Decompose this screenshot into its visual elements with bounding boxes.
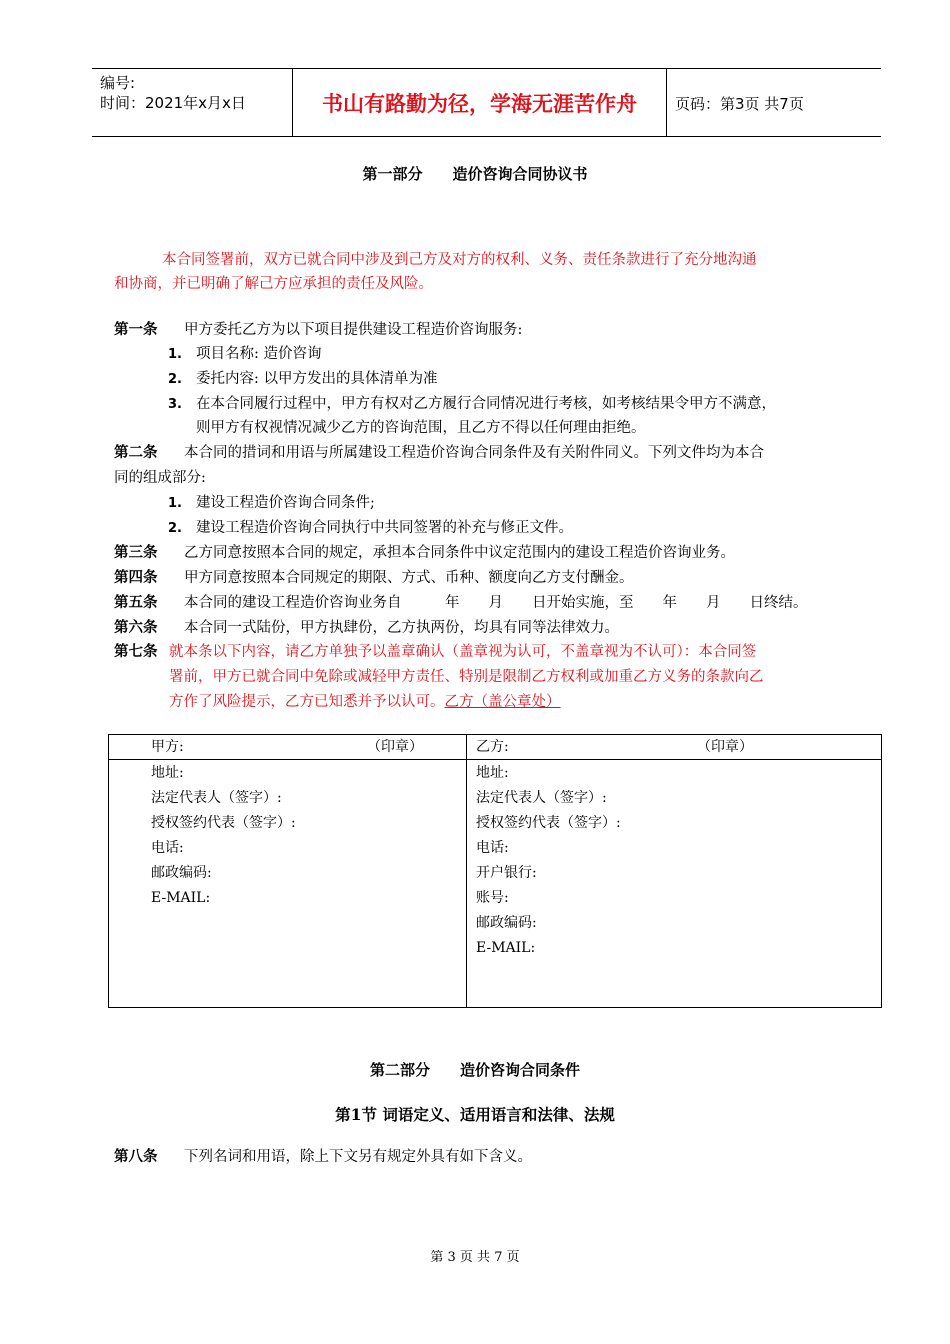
article-label: 第四条 [114, 569, 158, 586]
article-5 [114, 591, 808, 615]
item-text: 在本合同履行过程中，甲方有权对乙方履行合同情况进行考核，如考核结果令甲方不满意， [196, 396, 776, 412]
notice-line-2: 和协商，并已明确了解己方应承担的责任及风险。 [114, 276, 433, 292]
item-number: 1. [168, 496, 182, 511]
field-label: 法定代表人（签字）: [476, 790, 607, 806]
party-a-seal: （印章） [367, 739, 423, 755]
article-text: 本合同一式陆份，甲方执肆份，乙方执两份，均具有同等法律效力。 [184, 620, 619, 636]
article-text: 就本条以下内容，请乙方单独予以盖章确认（盖章视为认可，不盖章视为不认可）：本合同签 [169, 644, 757, 660]
article-label: 第七条 [114, 643, 158, 660]
article-6 [114, 616, 619, 640]
list-item-continuation: 则甲方有权视情况减少乙方的咨询范围，且乙方不得以任何理由拒绝。 [196, 420, 646, 436]
article-4 [114, 566, 634, 590]
field-label: E-MAIL: [151, 890, 211, 906]
parties-table [108, 734, 882, 1008]
article-3 [114, 541, 735, 565]
article-1 [114, 318, 522, 342]
part2-part: 第二部分 [369, 1061, 430, 1079]
time-label: 时间：2021年x月x日 [100, 94, 246, 112]
item-number: 3. [168, 397, 182, 412]
field-label: E-MAIL: [476, 940, 536, 956]
article-text: 甲方委托乙方为以下项目提供建设工程造价咨询服务: [184, 322, 523, 338]
section-title: 第1节 词语定义、适用语言和法律、法规 [335, 1105, 615, 1124]
item-text: 建设工程造价咨询合同执行中共同签署的补充与修正文件。 [196, 520, 573, 536]
number-label: 编号: [100, 74, 136, 92]
article-label: 第六条 [114, 619, 158, 636]
table-divider [466, 735, 467, 1007]
list-item [168, 516, 573, 541]
field-label: 电话: [151, 840, 184, 856]
page-footer: 第 3 页 共 7 页 [430, 1250, 520, 1265]
item-number: 2. [168, 521, 182, 536]
header-meta [100, 73, 246, 113]
item-text: 项目名称: 造价咨询 [196, 346, 322, 362]
part1-title [0, 163, 950, 184]
field-label: 账号: [476, 890, 509, 906]
article-text: 乙方同意按照本合同的规定，承担本合同条件中议定范围内的建设工程造价咨询业务。 [184, 545, 735, 561]
article-text: 本合同的建设工程造价咨询业务自 年 月 日开始实施，至 年 月 日终结。 [184, 595, 808, 611]
article-7-line-3 [169, 690, 561, 714]
page-label: 页码：第3页 共7页 [675, 95, 804, 113]
list-item [168, 392, 776, 417]
field-label: 授权签约代表（签字）: [151, 815, 296, 831]
article-label: 第二条 [114, 444, 158, 461]
field-label: 邮政编码: [476, 915, 537, 931]
article-label: 第八条 [114, 1148, 158, 1165]
part1-heading: 造价咨询合同协议书 [452, 165, 588, 183]
party-b-seal: （印章） [697, 739, 753, 755]
article-text: 本合同的措词和用语与所属建设工程造价咨询合同条件及有关附件同义。下列文件均为本合 [184, 445, 764, 461]
article-label: 第五条 [114, 594, 158, 611]
article-text: 甲方同意按照本合同规定的期限、方式、币种、额度向乙方支付酬金。 [184, 570, 634, 586]
part1-part: 第一部分 [362, 165, 423, 183]
party-a-name: 甲方: [151, 739, 184, 755]
part2-heading: 造价咨询合同条件 [460, 1061, 581, 1079]
article-8 [114, 1145, 532, 1169]
article-label: 第三条 [114, 544, 158, 561]
field-label: 邮政编码: [151, 865, 212, 881]
seal-placeholder: 乙方（盖公章处） [444, 694, 561, 710]
list-item [168, 491, 375, 516]
article-label: 第一条 [114, 321, 158, 338]
field-label: 法定代表人（签字）: [151, 790, 282, 806]
field-label: 地址: [476, 765, 509, 781]
part2-title [0, 1059, 950, 1080]
article-7-text: 方作了风险提示，乙方已知悉并予以认可。 [169, 694, 445, 710]
article-text: 下列名词和用语，除上下文另有规定外具有如下含义。 [184, 1149, 532, 1165]
item-number: 2. [168, 372, 182, 387]
list-item [168, 367, 438, 392]
item-text: 委托内容: 以甲方发出的具体清单为准 [196, 371, 438, 387]
article-2 [114, 441, 764, 465]
item-number: 1. [168, 347, 182, 362]
article-2-continuation: 同的组成部分: [114, 470, 206, 486]
article-7 [114, 640, 756, 664]
party-a-fields [151, 761, 296, 911]
field-label: 电话: [476, 840, 509, 856]
field-label: 授权签约代表（签字）: [476, 815, 621, 831]
notice-line-1: 本合同签署前，双方已就合同中涉及到己方及对方的权利、义务、责任条款进行了充分地沟通 [162, 252, 757, 268]
header-divider [666, 69, 667, 136]
party-b-name: 乙方: [476, 739, 509, 755]
field-label: 开户银行: [476, 865, 537, 881]
list-item [168, 342, 322, 367]
document-header [92, 68, 881, 137]
party-b-fields [476, 761, 621, 961]
item-text: 建设工程造价咨询合同条件; [196, 495, 375, 511]
motto: 书山有路勤为径，学海无涯苦作舟 [322, 90, 637, 116]
field-label: 地址: [151, 765, 184, 781]
article-7-line-2: 署前，甲方已就合同中免除或减轻甲方责任、特别是限制乙方权利或加重乙方义务的条款向乙 [169, 669, 764, 685]
